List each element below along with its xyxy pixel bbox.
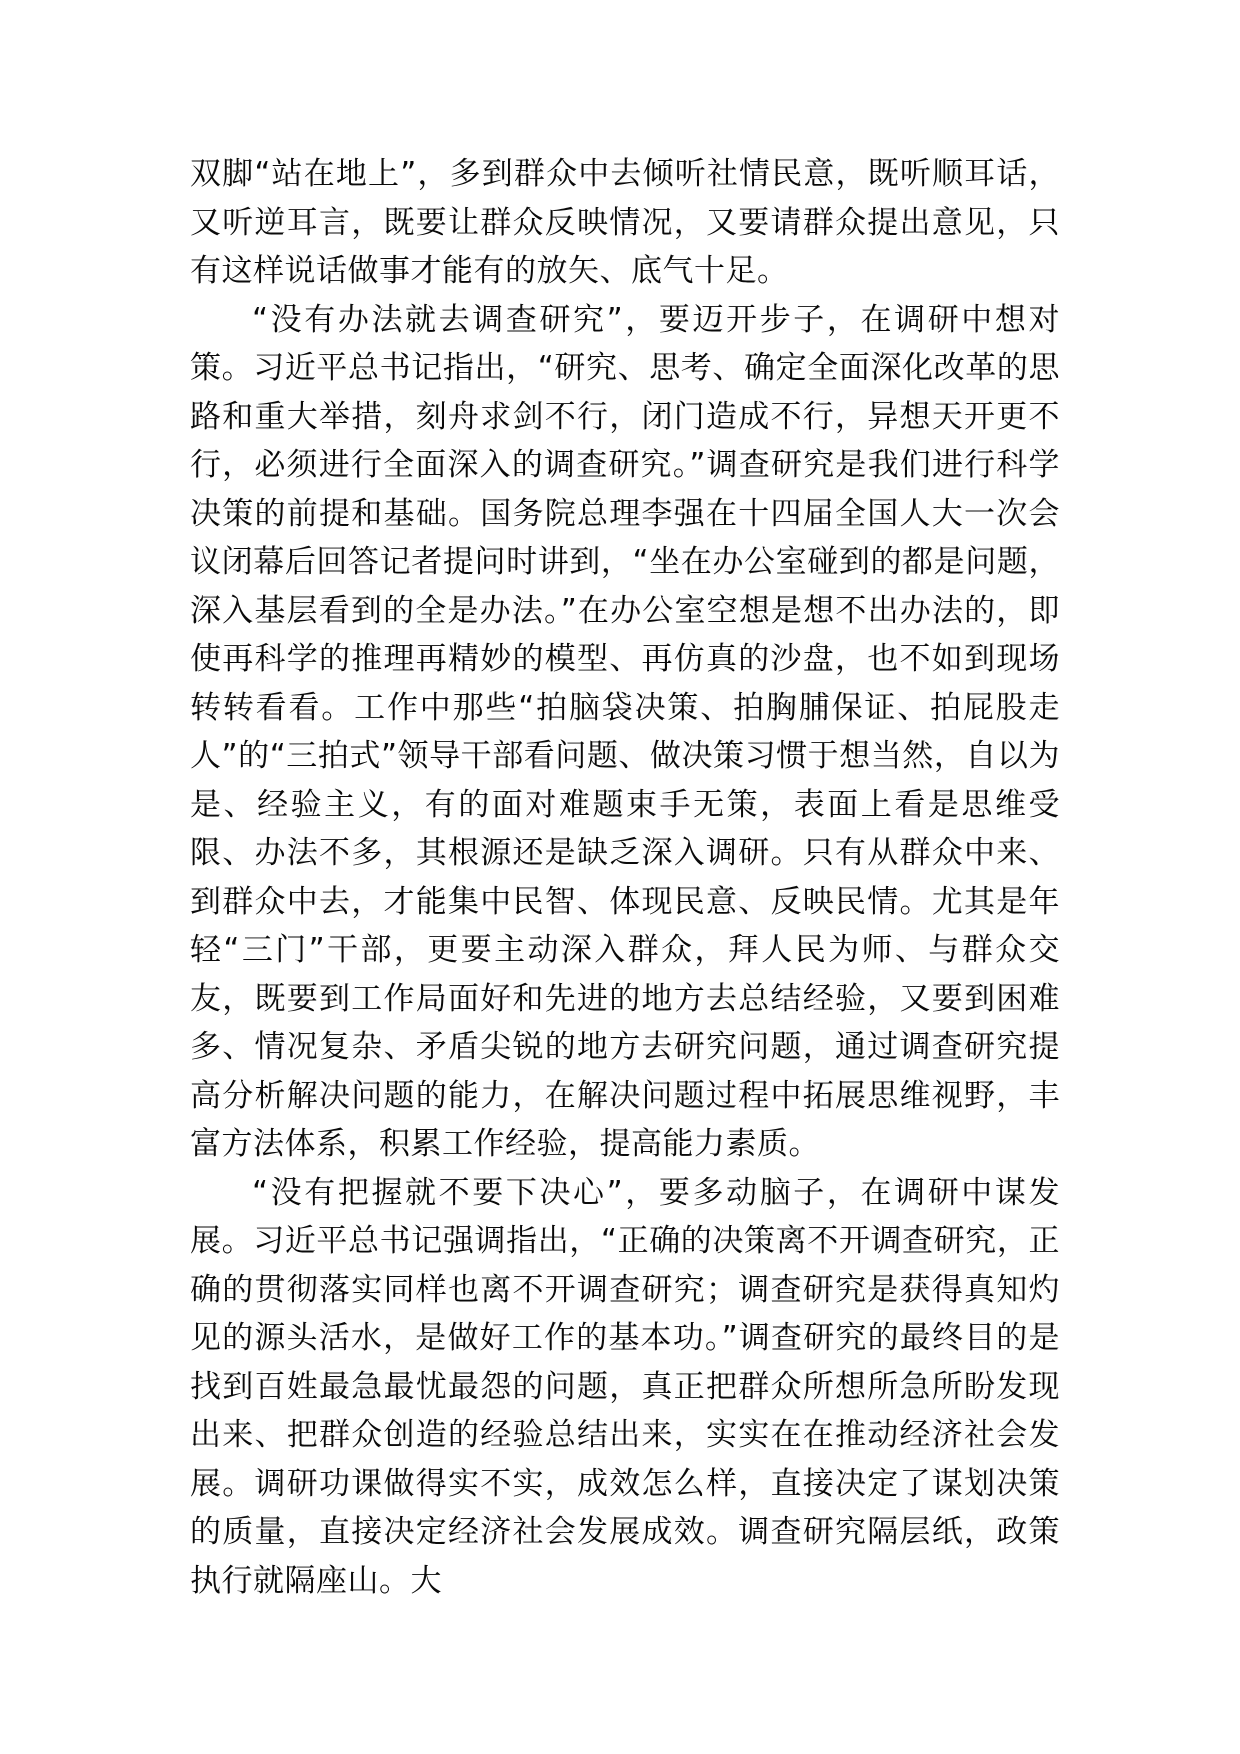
body-text (190, 150, 1060, 1605)
paragraph-continuation: 双脚“站在地上”，多到群众中去倾听社情民意，既听顺耳话，又听逆耳言，既要让群众反映情况，又要请群众提出意见，只有这样说话做事才能有的放矢、底气十足。 (190, 156, 1060, 289)
paragraph-investigation-strategy: “没有办法就去调查研究”，要迈开步子，在调研中想对策。习近平总书记指出，“研究、思考、确定全面深化改革的思路和重大举措，刻舟求剑不行，闭门造成不行，异想天开更不行，必须进行全面深入的调查研究。”调查研究是我们进行科学决策的前提和基础。国务院总理李强在十四届全国人大一次会议闭幕后回答记者提问时讲到，“坐在办公室碰到的都是问题，深入基层看到的全是办法。”在办公室空想是想不出办法的，即使再科学的推理再精妙的模型、再仿真的沙盘，也不如到现场转转看看。工作中那些“拍脑袋决策、拍胸脯保证、拍屁股走人”的“三拍式”领导干部看问题、做决策习惯于想当然，自以为是、经验主义，有的面对难题束手无策，表面上看是思维受限、办法不多，其根源还是缺乏深入调研。只有从群众中来、到群众中去，才能集中民智、体现民意、反映民情。尤其是年轻“三门”干部，更要主动深入群众，拜人民为师、与群众交友，既要到工作局面好和先进的地方去总结经验，又要到困难多、情况复杂、矛盾尖锐的地方去研究问题，通过调查研究提高分析解决问题的能力，在解决问题过程中拓展思维视野，丰富方法体系，积累工作经验，提高能力素质。 (190, 301, 1060, 1162)
paragraph-investigation-development: “没有把握就不要下决心”，要多动脑子，在调研中谋发展。习近平总书记强调指出，“正确的决策离不开调查研究，正确的贯彻落实同样也离不开调查研究；调查研究是获得真知灼见的源头活水，是做好工作的基本功。”调查研究的最终目的是找到百姓最急最忧最怨的问题，真正把群众所想所急所盼发现出来、把群众创造的经验总结出来，实实在在推动经济社会发展。调研功课做得实不实，成效怎么样，直接决定了谋划决策的质量，直接决定经济社会发展成效。调查研究隔层纸，政策执行就隔座山。大 (190, 1174, 1060, 1599)
